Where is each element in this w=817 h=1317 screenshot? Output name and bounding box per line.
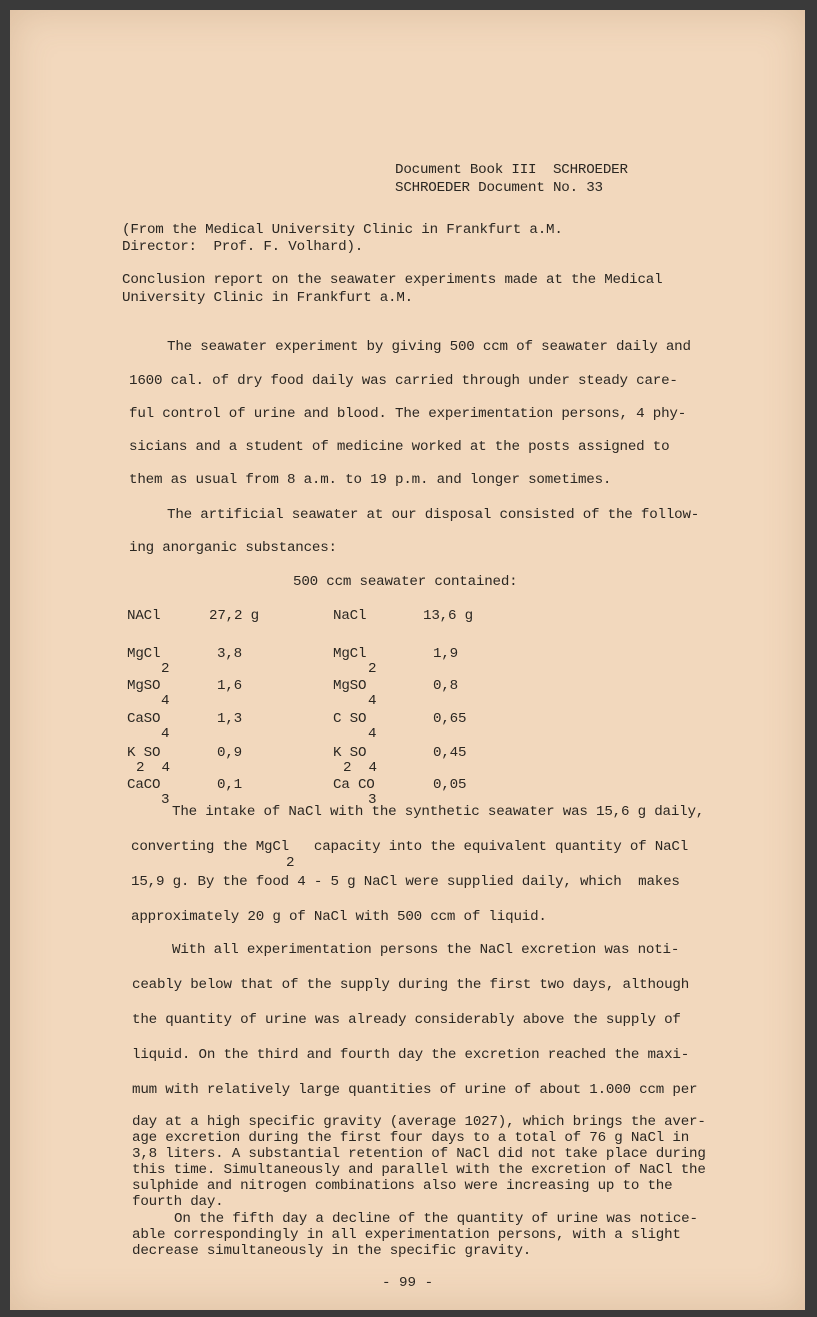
report-title-line-1: Conclusion report on the seawater experiments made at the Medical [122,272,663,288]
table-cell: CaSO [127,711,161,727]
paragraph-line: them as usual from 8 a.m. to 19 p.m. and longer sometimes. [129,472,612,488]
table-cell: 1,9 [433,646,458,662]
paragraph-line: day at a high specific gravity (average 1027), which brings the aver- [132,1114,706,1130]
paragraph-line: liquid. On the third and fourth day the excretion reached the maxi- [132,1047,690,1063]
paragraph-line: mum with relatively large quantities of urine of about 1.000 ccm per [132,1082,698,1098]
document-page [10,10,805,1310]
table-cell: K SO [333,745,367,761]
paragraph-line: converting the MgCl capacity into the equivalent quantity of NaCl [131,839,689,855]
table-subscript: 2 4 [343,760,378,776]
paragraph-line: On the fifth day a decline of the quantity of urine was notice- [174,1211,698,1227]
table-cell: 1,3 [217,711,242,727]
paragraph-line: With all experimentation persons the NaCl excretion was noti- [172,942,680,958]
paragraph-line: The artificial seawater at our disposal consisted of the follow- [167,507,700,523]
paragraph-line: sulphide and nitrogen combinations also were increasing up to the [132,1178,673,1194]
table-caption: 500 ccm seawater contained: [293,574,518,590]
table-subscript: 4 [161,693,170,709]
document-book-label: Document Book III SCHROEDER [395,162,628,178]
document-number: SCHROEDER Document No. 33 [395,180,603,196]
table-subscript: 3 [368,792,377,808]
table-cell: NACl [127,608,161,624]
table-cell: 0,9 [217,745,242,761]
paragraph-line: The seawater experiment by giving 500 ccm of seawater daily and [167,339,691,355]
table-subscript: 3 [161,792,170,808]
report-title-line-2: University Clinic in Frankfurt a.M. [122,290,413,306]
paragraph-line: fourth day. [132,1194,224,1210]
table-cell: C SO [333,711,367,727]
paragraph-line: The intake of NaCl with the synthetic seawater was 15,6 g daily, [172,804,705,820]
table-cell: K SO [127,745,161,761]
paragraph-line: age excretion during the first four days to a total of 76 g NaCl in [132,1130,690,1146]
table-cell: 0,45 [433,745,467,761]
paragraph-line: ceably below that of the supply during the first two days, although [132,977,690,993]
paragraph-line: sicians and a student of medicine worked at the posts assigned to [129,439,670,455]
table-cell: 0,8 [433,678,458,694]
table-cell: 0,65 [433,711,467,727]
table-subscript: 2 4 [136,760,171,776]
table-cell: 0,1 [217,777,242,793]
paragraph-line: the quantity of urine was already considerably above the supply of [132,1012,681,1028]
table-cell: MgSO [127,678,161,694]
paragraph-line: approximately 20 g of NaCl with 500 ccm of liquid. [131,909,547,925]
table-subscript: 4 [368,693,377,709]
paragraph-line: able correspondingly in all experimentation persons, with a slight [132,1227,681,1243]
table-cell: 0,05 [433,777,467,793]
director-line: Director: Prof. F. Volhard). [122,239,364,255]
paragraph-line: 3,8 liters. A substantial retention of NaCl did not take place during [132,1146,706,1162]
source-line: (From the Medical University Clinic in Frankfurt a.M. [122,222,563,238]
table-cell: 3,8 [217,646,242,662]
paragraph-line: this time. Simultaneously and parallel with the excretion of NaCl the [132,1162,706,1178]
table-cell: Ca CO [333,777,375,793]
paragraph-line: decrease simultaneously in the specific gravity. [132,1243,532,1259]
page-number: - 99 - [382,1275,434,1291]
table-subscript: 4 [368,726,377,742]
table-cell: MgCl [127,646,161,662]
table-cell: CaCO [127,777,161,793]
table-cell: NaCl [333,608,367,624]
paragraph-subscript: 2 [286,855,295,871]
table-subscript: 2 [368,661,377,677]
table-cell: MgSO [333,678,367,694]
paragraph-line: ing anorganic substances: [129,540,337,556]
table-subscript: 4 [161,726,170,742]
table-cell: 13,6 g [423,608,473,624]
paragraph-line: 15,9 g. By the food 4 - 5 g NaCl were supplied daily, which makes [131,874,680,890]
paragraph-line: 1600 cal. of dry food daily was carried through under steady care- [129,373,678,389]
table-cell: MgCl [333,646,367,662]
table-subscript: 2 [161,661,170,677]
table-cell: 27,2 g [209,608,259,624]
table-cell: 1,6 [217,678,242,694]
paragraph-line: ful control of urine and blood. The experimentation persons, 4 phy- [129,406,687,422]
